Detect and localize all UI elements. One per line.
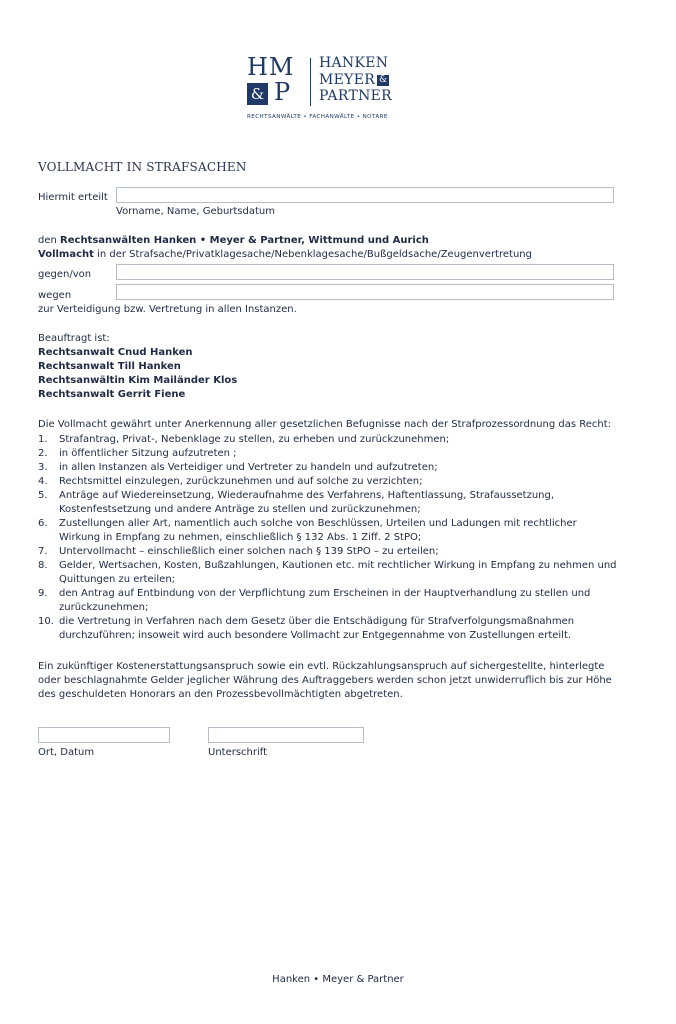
document-title: VOLLMACHT IN STRAFSACHEN: [38, 160, 247, 174]
logo-name-ampersand: &: [379, 74, 388, 85]
monogram-ampersand: &: [247, 83, 268, 105]
list-item: 9. den Antrag auf Entbindung von der Verpflichtung zum Erscheinen in der Hauptverhandlung zu stellen und zurückzunehmen;: [38, 588, 591, 613]
rights-list: [38, 433, 638, 643]
logo-divider: [310, 58, 311, 106]
place-date-input[interactable]: [38, 727, 170, 743]
logo-name-hanken: HANKEN: [319, 55, 389, 71]
list-item: 8. Gelder, Wertsachen, Kosten, Bußzahlungen, Kautionen etc. mit rechtlicher Wirkung in Empfang zu nehmen und Quittungen zu erteilen;: [38, 560, 617, 585]
cost-clause-line: Ein zukünftiger Kostenerstattungsanspruch sowie ein evtl. Rückzahlungsanspruch auf sichergestellte, hinterlegte: [38, 661, 605, 672]
grant-input[interactable]: [116, 187, 614, 203]
wegen-input[interactable]: [116, 284, 614, 300]
gegen-input[interactable]: [116, 264, 614, 280]
firm-logo: [247, 55, 417, 125]
logo-monogram: [247, 55, 301, 107]
place-date-label: Ort, Datum: [38, 747, 95, 758]
logo-name-partner: PARTNER: [319, 88, 392, 104]
list-item: 10. die Vertretung in Verfahren nach dem Gesetz über die Entschädigung für Strafverfolgungsmaßnahmen durchzuführen; insoweit wird auch besondere Vollmacht zur Entgegennahme von Zustellungen erteilt.: [38, 616, 575, 641]
lawyer-item: Rechtsanwalt Till Hanken: [38, 361, 181, 372]
instances-text: zur Verteidigung bzw. Vertretung in allen Instanzen.: [38, 304, 297, 315]
vollmacht-rest: in der Strafsache/Privatklagesache/Nebenklagesache/Bußgeldsache/Zeugenvertretung: [93, 249, 532, 260]
vollmacht-bold: Vollmacht: [38, 249, 94, 260]
list-item: 2. in öffentlicher Sitzung aufzutreten ;: [38, 448, 237, 459]
list-item: 4. Rechtsmittel einzulegen, zurückzunehmen und auf solche zu verzichten;: [38, 476, 423, 487]
grant-label: Hiermit erteilt: [38, 192, 108, 203]
lawyer-item: Rechtsanwalt Gerrit Fiene: [38, 389, 186, 400]
grant-hint: Vorname, Name, Geburtsdatum: [116, 206, 275, 217]
recipient-line: [38, 234, 429, 248]
logo-firm-name: [319, 55, 392, 105]
monogram-p: P: [274, 78, 291, 106]
recipient-firms: Rechtsanwälten Hanken • Meyer & Partner, Wittmund und Aurich: [60, 235, 429, 246]
list-item: 1. Strafantrag, Privat-, Nebenklage zu stellen, zu erheben und zurückzunehmen;: [38, 434, 450, 445]
monogram-hm: HM: [247, 53, 295, 81]
lawyer-item: Rechtsanwältin Kim Mailänder Klos: [38, 375, 238, 386]
list-item: 6. Zustellungen aller Art, namentlich auch solche von Beschlüssen, Urteilen und Ladungen mit rechtlicher Wirkung in Empfang zu nehmen, einschließlich § 132 Abs. 1 Ziff. 2 StPO;: [38, 518, 577, 543]
cost-clause-line: oder beschlagnahmte Gelder jeglicher Währung des Auftraggebers werden schon jetzt unwiderruflich bis zur Höhe: [38, 675, 612, 686]
recipient-prefix: den: [38, 235, 61, 246]
lawyer-item: Rechtsanwalt Cnud Hanken: [38, 347, 193, 358]
logo-tagline: RECHTSANWÄLTE • FACHANWÄLTE • NOTARE: [247, 114, 388, 120]
list-item: 3. in allen Instanzen als Verteidiger und Vertreter zu handeln und aufzutreten;: [38, 462, 438, 473]
list-item: 5. Anträge auf Wiedereinsetzung, Wiederaufnahme des Verfahrens, Haftentlassung, Strafaussetzung, Kostenfestsetzung und andere Anträge zu stellen und zurückzunehmen;: [38, 490, 555, 515]
list-item: 7. Untervollmacht – einschließlich einer solchen nach § 139 StPO – zu erteilen;: [38, 546, 439, 557]
vollmacht-line: [38, 248, 532, 262]
gegen-label: gegen/von: [38, 269, 92, 280]
wegen-label: wegen: [38, 290, 72, 301]
cost-clause-line: des geschuldeten Honorars an den Prozessbevollmächtigten abgetreten.: [38, 689, 403, 700]
rights-intro: Die Vollmacht gewährt unter Anerkennung aller gesetzlichen Befugnisse nach der Strafprozessordnung das Recht:: [38, 419, 612, 430]
page-footer: Hanken • Meyer & Partner: [272, 974, 404, 985]
logo-name-meyer: MEYER: [319, 71, 376, 88]
mandated-label: Beauftragt ist:: [38, 333, 110, 344]
signature-label: Unterschrift: [208, 747, 268, 758]
signature-input[interactable]: [208, 727, 364, 743]
